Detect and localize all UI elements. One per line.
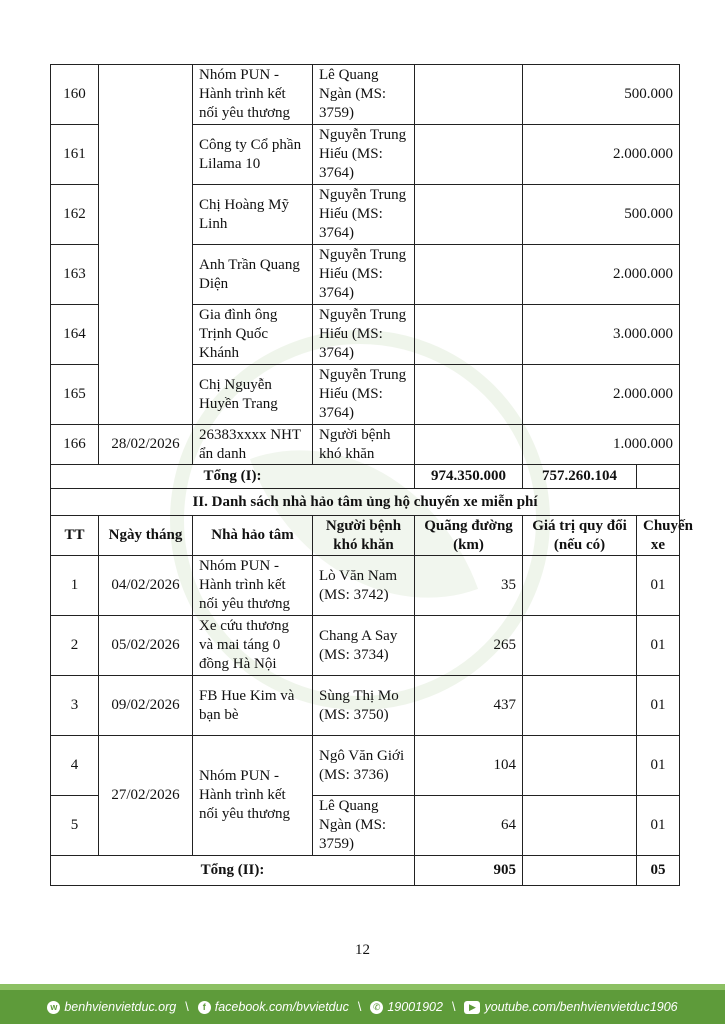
patient-cell: Sùng Thị Mo (MS: 3750) bbox=[313, 676, 415, 736]
value-cell bbox=[523, 736, 637, 796]
value-cell bbox=[523, 556, 637, 616]
total-row bbox=[51, 856, 680, 886]
amount-cell bbox=[415, 185, 523, 245]
amount-cell: 2.000.000 bbox=[523, 365, 680, 425]
column-header: Nhà hảo tâm bbox=[193, 516, 313, 556]
patient-cell: Nguyễn Trung Hiếu (MS: 3764) bbox=[313, 125, 415, 185]
patient-cell: Lò Văn Nam (MS: 3742) bbox=[313, 556, 415, 616]
total-label: Tổng (I): bbox=[51, 465, 415, 489]
table-row bbox=[51, 425, 680, 465]
column-header: Chuyến xe bbox=[637, 516, 680, 556]
total-amount: 757.260.104 bbox=[523, 465, 637, 489]
footer-bar bbox=[0, 984, 725, 1024]
date-cell: 28/02/2026 bbox=[99, 425, 193, 465]
distance-cell: 35 bbox=[415, 556, 523, 616]
patient-cell: Lê Quang Ngàn (MS: 3759) bbox=[313, 796, 415, 856]
column-header: Giá trị quy đổi (nếu có) bbox=[523, 516, 637, 556]
donor-cell: Xe cứu thương và mai táng 0 đồng Hà Nội bbox=[193, 616, 313, 676]
footer-website[interactable] bbox=[47, 1000, 176, 1014]
row-number: 164 bbox=[51, 305, 99, 365]
distance-cell: 64 bbox=[415, 796, 523, 856]
patient-cell: Nguyễn Trung Hiếu (MS: 3764) bbox=[313, 245, 415, 305]
trips-cell: 01 bbox=[637, 796, 680, 856]
amount-cell: 500.000 bbox=[523, 185, 680, 245]
amount-cell: 2.000.000 bbox=[523, 245, 680, 305]
phone-link[interactable]: 19001902 bbox=[387, 1000, 443, 1014]
amount-cell bbox=[415, 425, 523, 465]
distance-cell: 265 bbox=[415, 616, 523, 676]
value-cell bbox=[523, 676, 637, 736]
section-title-row bbox=[51, 489, 680, 516]
patient-cell: Chang A Say (MS: 3734) bbox=[313, 616, 415, 676]
row-number: 165 bbox=[51, 365, 99, 425]
value-cell bbox=[523, 616, 637, 676]
donor-cell: FB Hue Kim và bạn bè bbox=[193, 676, 313, 736]
donor-cell: Chị Nguyễn Huyền Trang bbox=[193, 365, 313, 425]
row-number: 3 bbox=[51, 676, 99, 736]
date-cell: 04/02/2026 bbox=[99, 556, 193, 616]
youtube-link[interactable]: youtube.com/benhvienvietduc1906 bbox=[484, 1000, 678, 1014]
facebook-icon: f bbox=[198, 1001, 211, 1014]
amount-cell bbox=[415, 65, 523, 125]
patient-cell: Nguyễn Trung Hiếu (MS: 3764) bbox=[313, 305, 415, 365]
row-number: 161 bbox=[51, 125, 99, 185]
row-number: 2 bbox=[51, 616, 99, 676]
donor-cell: Nhóm PUN - Hành trình kết nối yêu thương bbox=[193, 556, 313, 616]
donor-cell: Gia đình ông Trịnh Quốc Khánh bbox=[193, 305, 313, 365]
total-value bbox=[523, 856, 637, 886]
row-number: 160 bbox=[51, 65, 99, 125]
website-link[interactable]: benhvienvietduc.org bbox=[64, 1000, 177, 1014]
youtube-icon: ▶ bbox=[464, 1001, 480, 1014]
donor-cell: 26383xxxx NHT ẩn danh bbox=[193, 425, 313, 465]
donor-cell: Công ty Cổ phần Lilama 10 bbox=[193, 125, 313, 185]
page-number: 12 bbox=[355, 942, 370, 958]
trips-cell: 01 bbox=[637, 736, 680, 796]
distance-cell: 104 bbox=[415, 736, 523, 796]
donor-cell: Chị Hoàng Mỹ Linh bbox=[193, 185, 313, 245]
total-row bbox=[51, 465, 680, 489]
patient-cell: Người bệnh khó khăn bbox=[313, 425, 415, 465]
header-row bbox=[51, 516, 680, 556]
trips-cell: 01 bbox=[637, 556, 680, 616]
amount-cell bbox=[415, 245, 523, 305]
date-cell: 27/02/2026 bbox=[99, 736, 193, 856]
facebook-link[interactable]: facebook.com/bvvietduc bbox=[214, 1000, 349, 1014]
total-trips: 05 bbox=[637, 856, 680, 886]
total-amount: 974.350.000 bbox=[415, 465, 523, 489]
globe-icon: w bbox=[47, 1001, 60, 1014]
patient-cell: Ngô Văn Giới (MS: 3736) bbox=[313, 736, 415, 796]
donation-table bbox=[50, 64, 694, 886]
amount-cell bbox=[415, 365, 523, 425]
total-distance: 905 bbox=[415, 856, 523, 886]
row-number: 163 bbox=[51, 245, 99, 305]
row-number: 166 bbox=[51, 425, 99, 465]
column-header: Người bệnh khó khăn bbox=[313, 516, 415, 556]
patient-cell: Nguyễn Trung Hiếu (MS: 3764) bbox=[313, 185, 415, 245]
table-row bbox=[51, 616, 680, 676]
separator: \ bbox=[451, 1000, 456, 1014]
separator: \ bbox=[185, 1000, 189, 1014]
footer-youtube[interactable] bbox=[464, 1000, 677, 1014]
table-row bbox=[51, 556, 680, 616]
trips-cell: 01 bbox=[637, 676, 680, 736]
footer-phone[interactable] bbox=[370, 1000, 443, 1014]
section-title: II. Danh sách nhà hảo tâm ủng hộ chuyến xe miễn phí bbox=[51, 489, 680, 516]
column-header: TT bbox=[51, 516, 99, 556]
donor-cell: Nhóm PUN - Hành trình kết nối yêu thương bbox=[193, 65, 313, 125]
footer-facebook[interactable] bbox=[198, 1000, 349, 1014]
column-header: Ngày tháng bbox=[99, 516, 193, 556]
donor-cell: Anh Trần Quang Diện bbox=[193, 245, 313, 305]
row-number: 162 bbox=[51, 185, 99, 245]
amount-cell: 2.000.000 bbox=[523, 125, 680, 185]
phone-icon: ✆ bbox=[370, 1001, 383, 1014]
amount-cell: 3.000.000 bbox=[523, 305, 680, 365]
table-row bbox=[51, 676, 680, 736]
amount-cell bbox=[415, 305, 523, 365]
row-number: 5 bbox=[51, 796, 99, 856]
date-cell: 09/02/2026 bbox=[99, 676, 193, 736]
date-cell: 05/02/2026 bbox=[99, 616, 193, 676]
column-header: Quãng đường (km) bbox=[415, 516, 523, 556]
patient-cell: Nguyễn Trung Hiếu (MS: 3764) bbox=[313, 365, 415, 425]
separator: \ bbox=[357, 1000, 362, 1014]
total-label: Tổng (II): bbox=[51, 856, 415, 886]
distance-cell: 437 bbox=[415, 676, 523, 736]
row-number: 4 bbox=[51, 736, 99, 796]
empty-cell bbox=[637, 465, 680, 489]
date-cell bbox=[99, 65, 193, 425]
amount-cell bbox=[415, 125, 523, 185]
row-number: 1 bbox=[51, 556, 99, 616]
table-row bbox=[51, 65, 680, 125]
amount-cell: 1.000.000 bbox=[523, 425, 680, 465]
table-row bbox=[51, 736, 680, 796]
amount-cell: 500.000 bbox=[523, 65, 680, 125]
donor-cell: Nhóm PUN - Hành trình kết nối yêu thương bbox=[193, 736, 313, 856]
value-cell bbox=[523, 796, 637, 856]
patient-cell: Lê Quang Ngàn (MS: 3759) bbox=[313, 65, 415, 125]
trips-cell: 01 bbox=[637, 616, 680, 676]
